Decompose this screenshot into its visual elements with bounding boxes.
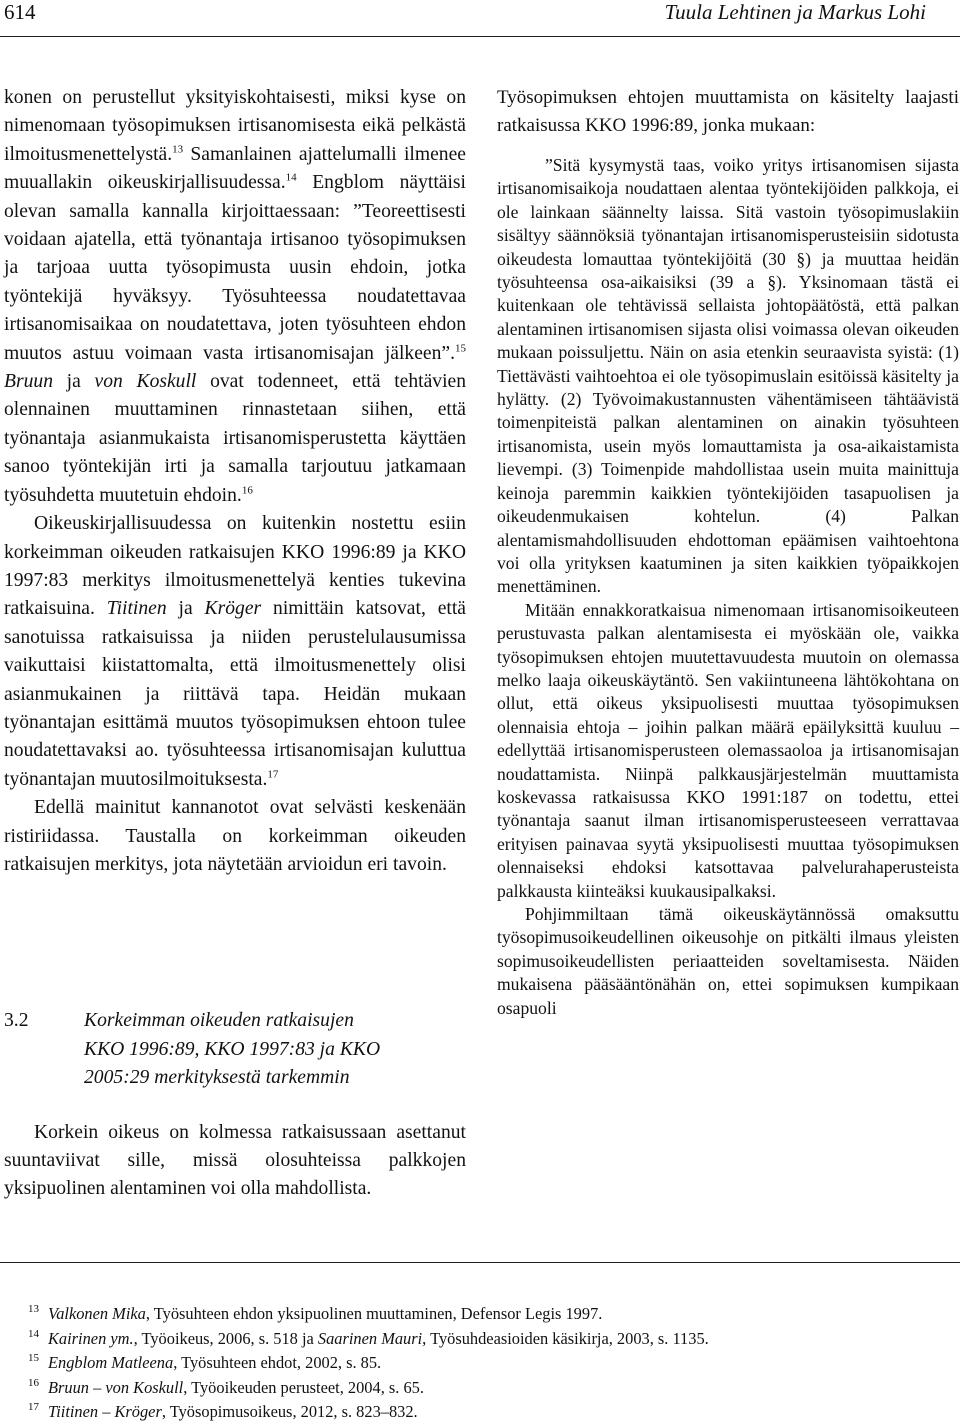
footnote-author: Valkonen Mika: [48, 1304, 146, 1323]
footnote-ref: 13: [172, 143, 184, 156]
author-name: Bruun: [4, 371, 53, 393]
footnote-author: Kairinen ym.: [48, 1328, 134, 1348]
text-run: ja: [166, 598, 205, 620]
paragraph: Edellä mainitut kannanotot ovat selvästi keskenään ristiriidassa. Taustalla on korkeimman oikeuden ratkaisujen merkitys, jota näytetään arvioidun eri tavoin.: [4, 797, 466, 875]
section-title-line: 2005:29 merkityksestä tarkemmin: [84, 1067, 350, 1089]
text-run: Samanlainen ajattelumalli ilmenee muuallakin oikeuskirjallisuudessa.: [4, 143, 466, 194]
section-heading: [4, 1007, 466, 1092]
paragraph: Korkein oikeus on kolmessa ratkaisussaan asettanut suuntaviivat sille, missä olosuhteissa palkkojen yksipuolinen alentaminen voi olla mahdollista.: [4, 1121, 466, 1200]
footnote-number: 14: [28, 1327, 39, 1340]
footnote: [28, 1400, 928, 1425]
section-title-line: KKO 1996:89, KKO 1997:83 ja KKO: [84, 1038, 381, 1060]
footnote-author: Engblom Matleena: [48, 1353, 174, 1373]
footnote-ref: 16: [241, 484, 253, 497]
footnote-author: Bruun – von Koskull: [48, 1377, 184, 1397]
footnote-ref: 17: [267, 768, 279, 781]
footnote-text: , Työsopimusoikeus, 2012, s. 823–832.: [161, 1402, 418, 1422]
text-run: konen on perustellut yksityiskohtaisesti, miksi kyse on nimenomaan työsopimuksen irtisanomisesta eikä pelkästä ilmoitusmenettelystä.: [4, 87, 466, 165]
footnote-text: , Työoikeus, 2006, s. 518 ja: [133, 1328, 318, 1348]
footnote: [28, 1302, 928, 1327]
section-title: [84, 1007, 466, 1092]
paragraph: [4, 84, 466, 510]
section-title-line: Korkeimman oikeuden ratkaisujen: [84, 1010, 354, 1032]
text-run: Oikeuskirjallisuudessa on kuitenkin nostettu esiin korkeimman oikeuden ratkaisujen KKO 1996:89 ja KKO 1997:83 merkitys ilmoitusmenettelyä kenties tukevina ratkaisuina.: [4, 513, 466, 620]
running-title: Tuula Lehtinen ja Markus Lohi: [664, 0, 926, 24]
text-run: ja: [52, 371, 95, 393]
footnote-ref: 15: [455, 342, 466, 355]
page-number: 614: [4, 0, 36, 24]
right-column: [497, 84, 959, 1020]
footnote-text: , Työoikeuden perusteet, 2004, s. 65.: [183, 1377, 424, 1397]
header-rule: [0, 36, 960, 37]
footnote-rule: [0, 1262, 960, 1263]
text-run: Engblom näyttäisi olevan samalla kannalla kirjoittaessaan: ”Teoreettisesti voidaan ajatella, että työnantaja irtisanoo työsopimuksen ja tarjoaa uutta työsopimusta uusin ehdoin, jotka työntekijä hyväksyy. Työsuhteessa noudatettavaa irtisanomisaikaa on noudatettava, joten työsuhteen ehdon muutos astuu voimaan vasta irtisanomisajan jälkeen”.: [4, 172, 466, 364]
footnote-text: , Työsuhteen ehdot, 2002, s. 85.: [173, 1353, 382, 1373]
block-quote: [497, 154, 959, 599]
running-header: [4, 0, 956, 36]
text-run: nimittäin katsovat, että sanotuissa ratkaisuissa ja niiden perustelulausumissa vaikuttaisi kiistattomalta, että ilmoitusmenettely olisi asianmukainen ja riittävä tapa. Heidän mukaan työnantajan esittämä muutos työsopimuksen ehtoon tulee noudatettavaksi ao. työsuhteessa irtisanomisajan kuluttua työnantajan muutosilmoituksesta.: [4, 598, 467, 790]
paragraph: Työsopimuksen ehtojen muuttamista on käsitelty laajasti ratkaisussa KKO 1996:89, jonka mukaan:: [497, 87, 959, 136]
footnote-text: , Työsuhdeasioiden käsikirja, 2003, s. 1135.: [422, 1328, 709, 1348]
footnote: [28, 1327, 928, 1352]
left-column: [4, 84, 466, 1204]
quote-text: ”Sitä kysymystä taas, voiko yritys irtisanomisen sijasta irtisanomisaikoja noudattaen alentaa työntekijöiden palkkoja, ei ole lainkaan säännelty laissa. Sitä vastoin työsopimuslakiin sisältyy säännöksiä työnantajan irtisanomisperusteisiin sidotusta oikeudesta lomauttaa työntekijöitä (30 §) ja muuttaa heidän työsuhteensa osa-aikaisiksi (39 a §). Yksinomaan tästä ei kuitenkaan ole tehtävissä sellaista johtopäätöstä, että palkan alentaminen irtisanomisen sijasta olisi voimassa olevan oikeuden mukaan poissuljettu. Näin on asia etenkin seuraavista syistä: (1) Tiettävästi vaihtoehtoa ei ole työsopimuslain esitöissä käsitelty ja hylätty. (2) Työvoimakustannusten vähentämiseen tähtäävistä toimenpiteistä palkan alentaminen on ainakin työsuhteen irtisanomista, usein myös lomauttamista ja osa-aikaistamista lievempi. (3) Toimenpide mahdollistaa usein muita mainittuja keinoja paremmin kaikkien työntekijöiden tasapuolisen ja oikeudenmukaisen kohtelun. (4) Palkan alentamismahdollisuuden ehdottoman epäämisen vaihtoehtona voi olla yrityksen kaatuminen ja siten kaikkien työpaikkojen menettäminen.: [497, 155, 959, 597]
section-number: 3.2: [4, 1010, 29, 1032]
footnote-number: 17: [28, 1401, 39, 1414]
author-name: Tiitinen: [106, 598, 167, 620]
paragraph: [4, 510, 466, 794]
text-run: ovat todenneet, että tehtävien olennainen muuttaminen rinnastetaan siihen, että työnantaja asianmukaista irtisanomisperustetta käyttäen sanoo työntekijän irti ja samalla tarjoutuu jatkamaan työsuhdetta muutetuin ehdoin.: [4, 371, 467, 506]
paragraph: Mitään ennakkoratkaisua nimenomaan irtisanomisoikeuteen perustuvasta palkan alentamisesta ei myöskään ole, vaikka työsopimuksen ehtojen muutettavuudesta muutoin on olemassa melko laaja oikeuskäytäntö. Sen vakiintuneena lähtökohtana on ollut, että oikeus yksipuolisesti muuttaa työsopimuksen olennaisia ehtoja – joihin palkan määrä epäilyksittä kuuluu – edellyttää irtisanomisperusteen olemassaoloa ja irtisanomisajan noudattamista. Niinpä palkkausjärjestelmän muuttamista koskevassa ratkaisussa KKO 1991:187 on todettu, ettei työnantaja saanut ilman irtisanomisperusteeseen verrattavaa erityisen painavaa syytä yksipuolisesti muuttaa työsopimuksen olennaiseksi ehdoksi katsottavaa palvelurahaperusteista palkkausta kiinteäksi kuukausipalkaksi.: [497, 599, 959, 901]
footnote-ref: 14: [285, 171, 297, 184]
footnote-author: Saarinen Mauri: [317, 1328, 423, 1348]
footnote: [28, 1376, 928, 1401]
footnote-number: 13: [28, 1303, 39, 1315]
footnote-number: 15: [28, 1352, 39, 1365]
author-name: von Koskull: [94, 371, 197, 393]
footnote-author: Tiitinen – Kröger: [48, 1402, 162, 1422]
footnote-text: , Työsuhteen ehdon yksipuolinen muuttaminen, Defensor Legis 1997.: [145, 1304, 603, 1323]
footnotes: [28, 1302, 928, 1425]
paragraph: Pohjimmiltaan tämä oikeuskäytännössä omaksuttu työsopimusoikeudellinen oikeusohje on pitkälti ilmaus yleisten sopimusoikeudellisten periaatteiden soveltamisesta. Näiden mukaisena pääsääntönähän on, ettei sopimuksen kumpikaan osapuoli: [497, 904, 959, 1018]
footnote-number: 16: [28, 1376, 39, 1389]
author-name: Kröger: [204, 598, 262, 620]
footnote: [28, 1351, 928, 1376]
